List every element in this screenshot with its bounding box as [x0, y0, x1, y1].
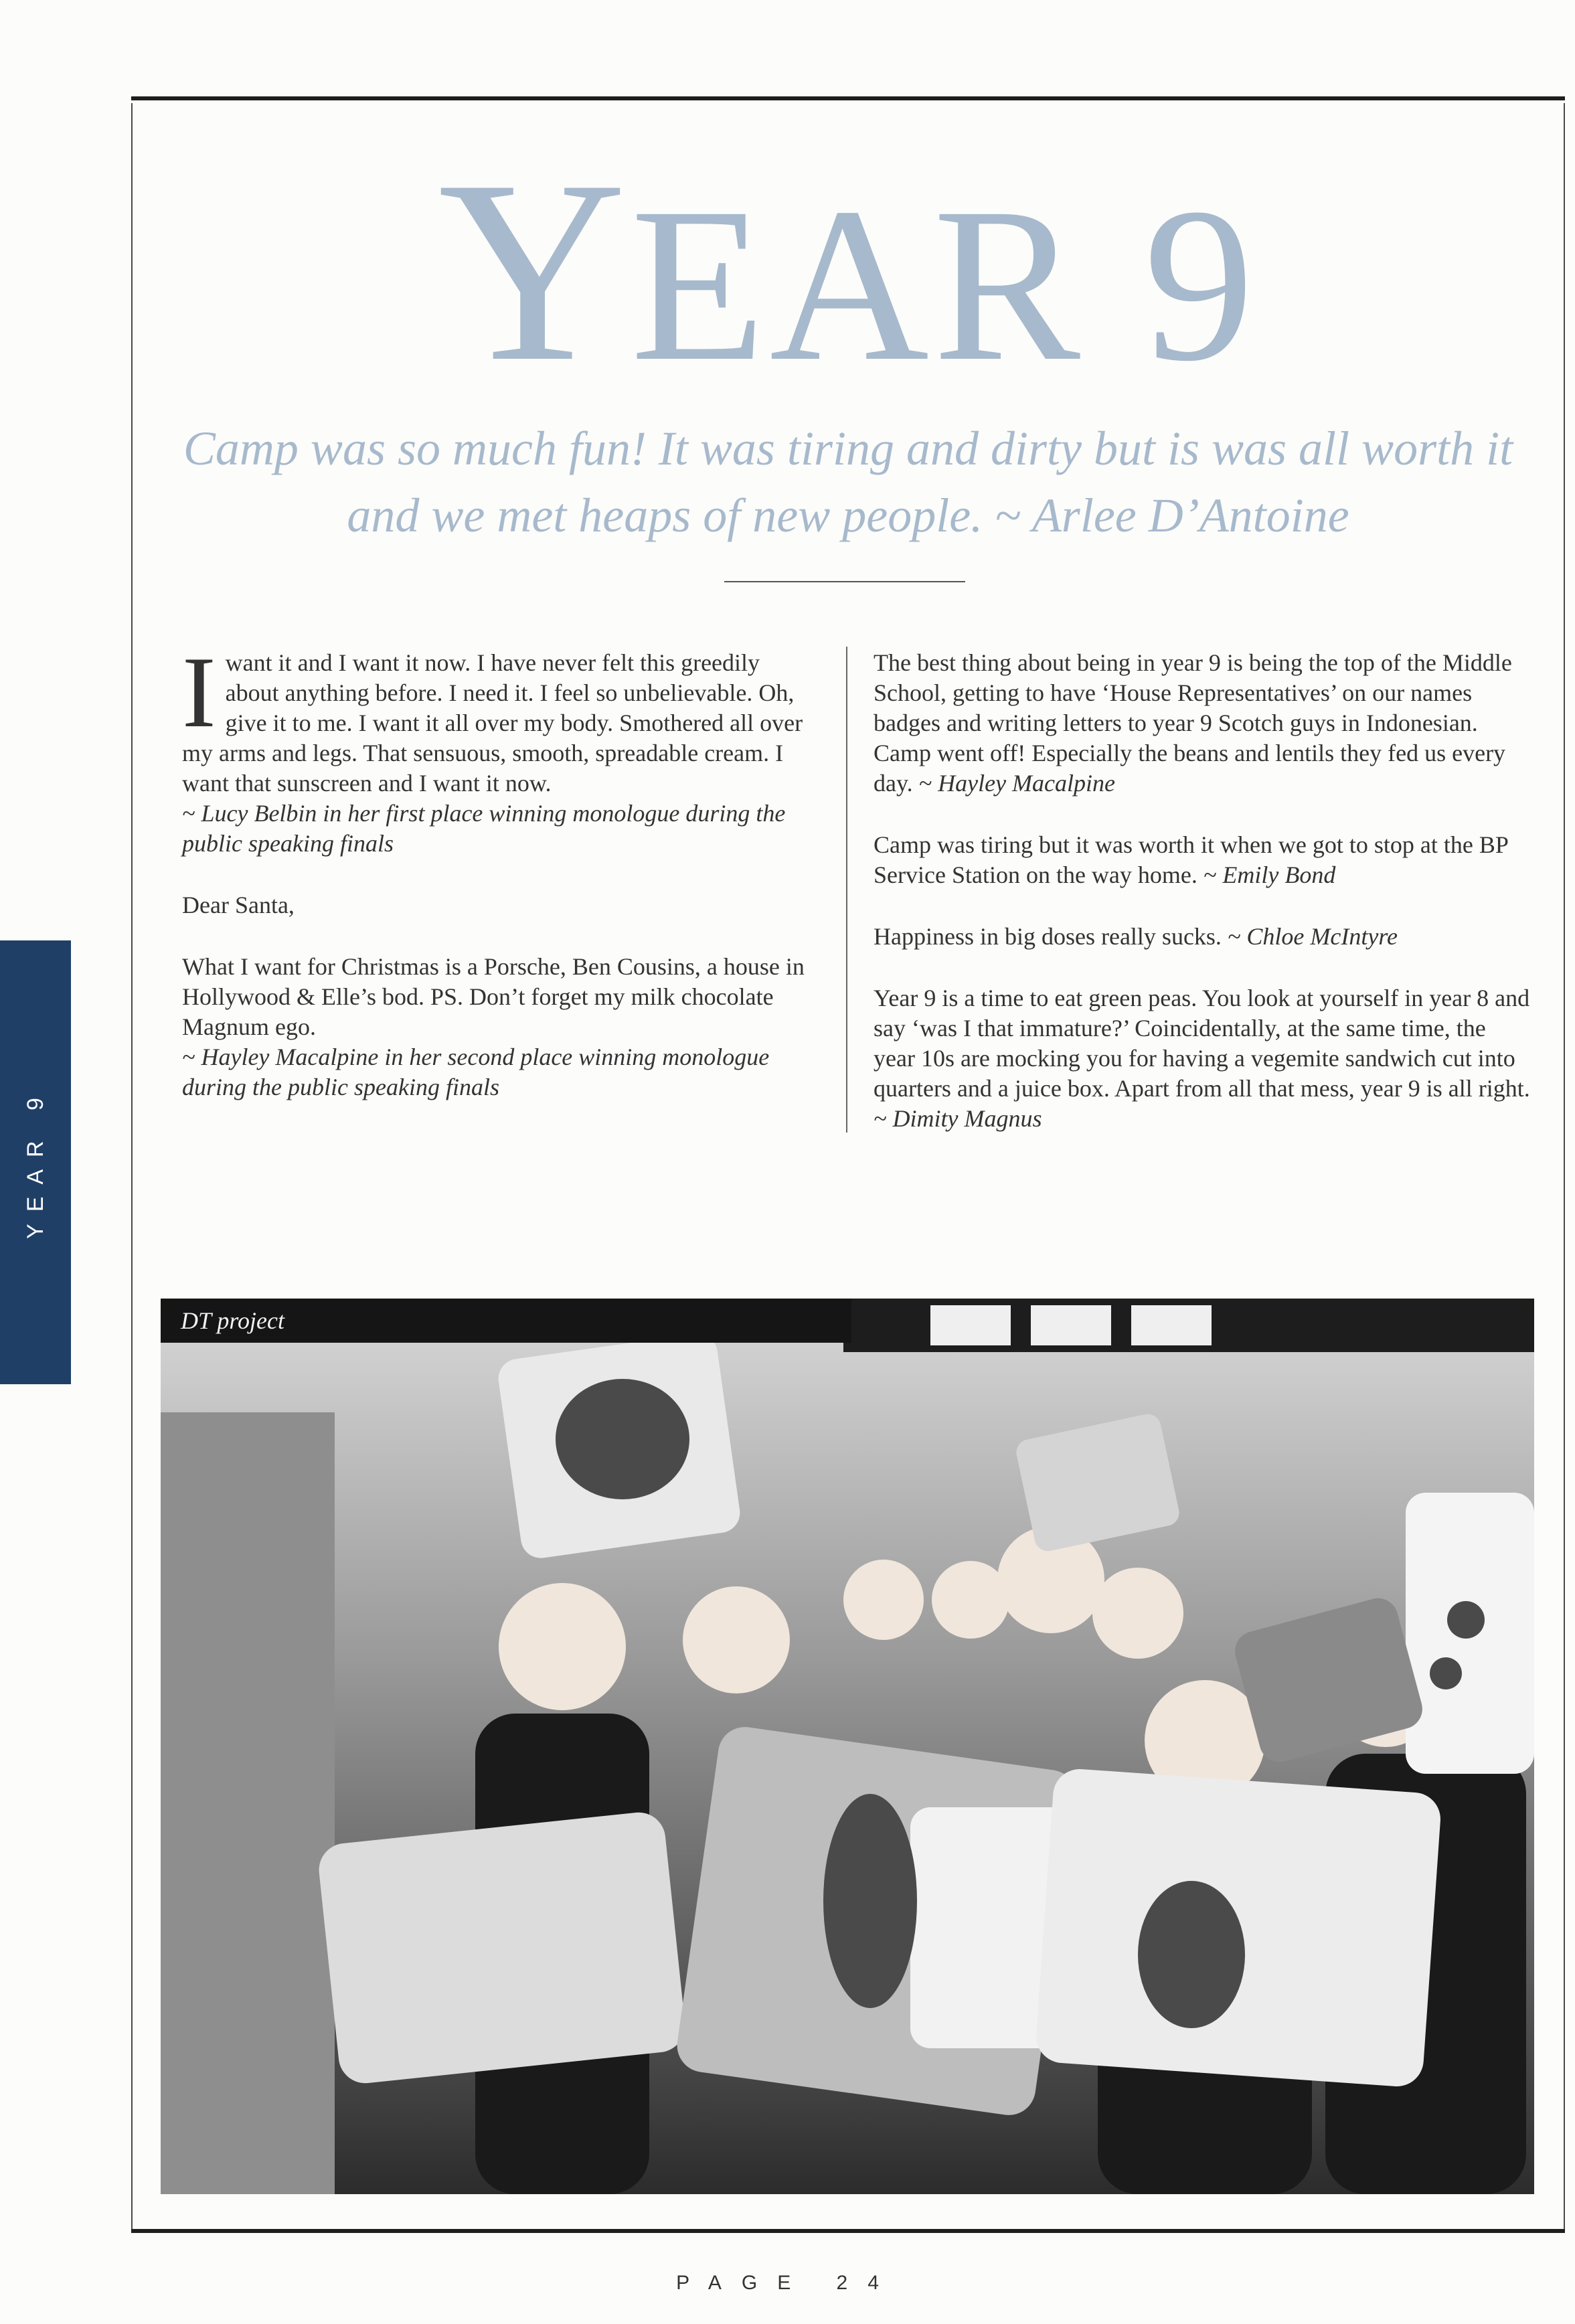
quote-hayley-attribution: ~ Hayley Macalpine: [918, 770, 1116, 797]
santa-text: What I want for Christmas is a Porsche, Ben Cousins, a house in Hollywood & Elle’s bod. PS. Don’t forget my milk chocolate Magnum ego.: [182, 953, 805, 1040]
window: [1031, 1305, 1111, 1345]
santa-greeting: Dear Santa,: [182, 892, 295, 918]
quote-chloe: [874, 922, 1533, 952]
dt-project-photo: [161, 1299, 1534, 2194]
right-column: [874, 648, 1533, 1165]
painted-pillow: [317, 1810, 688, 2086]
student-face: [932, 1561, 1009, 1639]
quote-hayley-text: The best thing about being in year 9 is being the top of the Middle School, getting to have ‘House Representatives’ on our names badges and writing letters to year 9 Scotch guys in Indonesian. Camp went off! Especially the beans and lentils they fed us every day.: [874, 649, 1512, 797]
column-divider: [846, 647, 847, 1133]
student-face: [499, 1583, 626, 1710]
partition-wall: [161, 1412, 335, 2194]
page-title: [131, 127, 1565, 416]
santa-letter: [182, 952, 808, 1102]
student-face: [843, 1560, 924, 1640]
pillow-painting: [823, 1794, 917, 2008]
student-face: [683, 1586, 790, 1693]
side-tab-label: YEAR 9: [22, 1086, 48, 1239]
pillow-painting: [1430, 1657, 1462, 1689]
left-column: [182, 636, 808, 1134]
quote-divider: [724, 581, 965, 582]
side-tab: [0, 940, 71, 1384]
pillow-painting: [1447, 1601, 1485, 1639]
top-rule: [131, 96, 1565, 100]
bottom-rule: [131, 2229, 1565, 2233]
pillow-painting: [1138, 1881, 1245, 2028]
santa-attribution: ~ Hayley Macalpine in her second place winning monologue during the public speaking finals: [182, 1044, 770, 1100]
pillow-painting: [556, 1379, 689, 1499]
lucy-monologue: [182, 636, 808, 859]
student-face: [1092, 1568, 1183, 1659]
window: [1131, 1305, 1212, 1345]
quote-emily-attribution: ~ Emily Bond: [1203, 861, 1336, 888]
title-initial: Y: [438, 127, 631, 416]
lucy-attribution: ~ Lucy Belbin in her first place winning monologue during the public speaking finals: [182, 800, 786, 857]
quote-hayley: [874, 648, 1533, 799]
quote-chloe-attribution: ~ Chloe McIntyre: [1227, 923, 1398, 950]
quote-dimity-attribution: ~ Dimity Magnus: [874, 1105, 1042, 1132]
drop-cap: I: [182, 636, 216, 748]
quote-emily: [874, 830, 1533, 890]
quote-chloe-text: Happiness in big doses really sucks.: [874, 923, 1222, 950]
photo-caption: DT project: [161, 1299, 851, 1343]
photo-illustration: [161, 1299, 1534, 2194]
quote-dimity: [874, 983, 1533, 1134]
page-number: PAGE 24: [676, 2272, 899, 2294]
quote-dimity-text: Year 9 is a time to eat green peas. You look at yourself in year 8 and say ‘was I that immature?’ Coincidentally, at the same time, the year 10s are mocking you for having a vegemite sandwich cut into quarters and a juice box. Apart from all that mess, year 9 is all right.: [874, 985, 1530, 1102]
lucy-text: want it and I want it now. I have never felt this greedily about anything before. I need it. I feel so unbelievable. Oh, give it to me. I want it all over my body. Smothered all over my arms and legs. That sensuous, smooth, spreadable cream. I want that sunscreen and I want it now.: [182, 649, 803, 797]
quote-emily-text: Camp was tiring but it was worth it when we got to stop at the BP Service Station on the way home.: [874, 831, 1508, 888]
header-quote: Camp was so much fun! It was tiring and dirty but is was all worth it and we met heaps of new people. ~ Arlee D’Antoine: [183, 422, 1513, 542]
title-rest: EAR 9: [631, 163, 1258, 407]
window: [930, 1305, 1011, 1345]
